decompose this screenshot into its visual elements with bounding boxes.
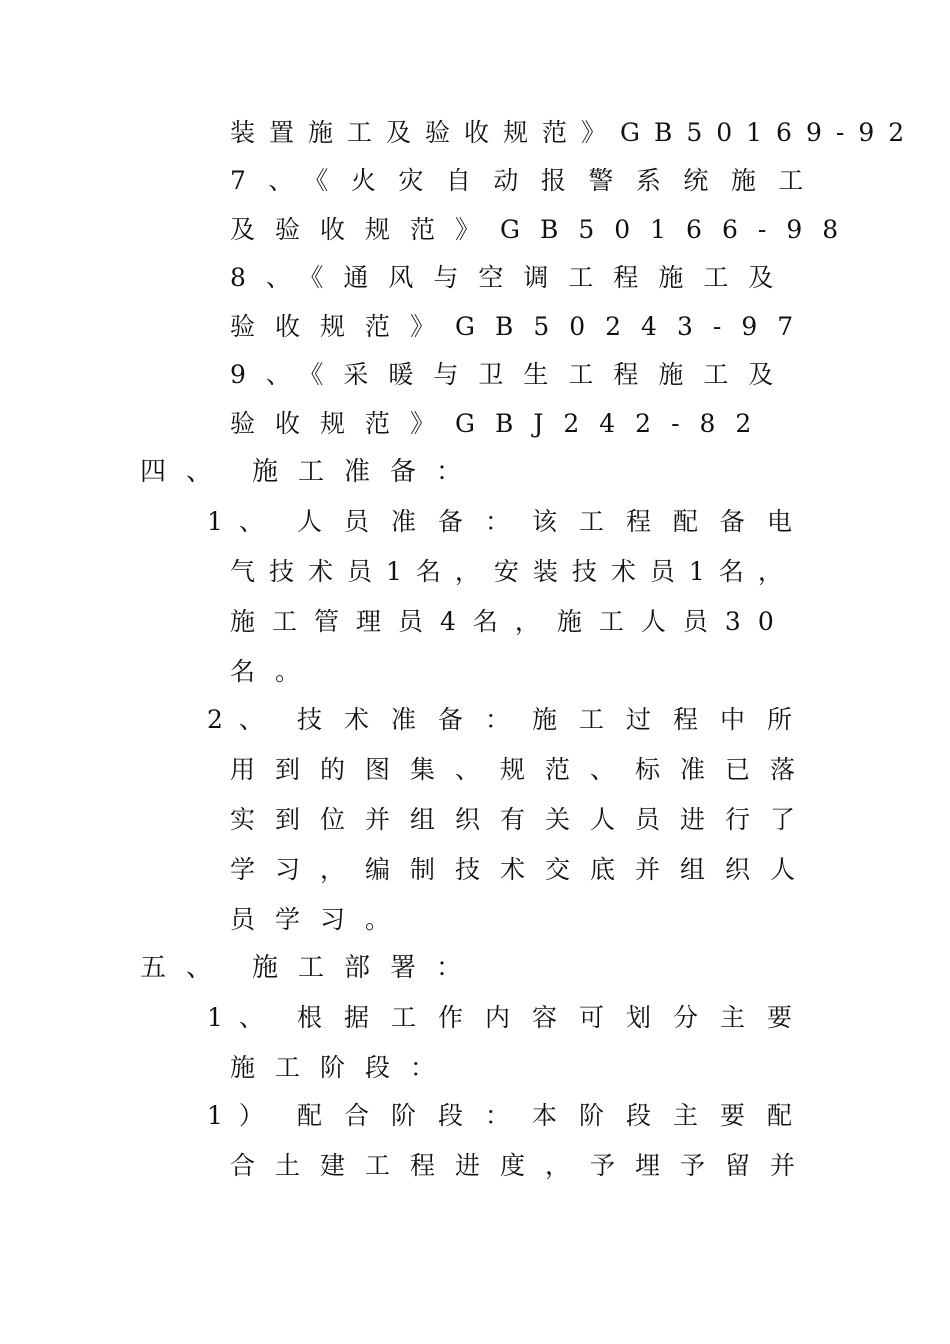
list-item: 7、《火灾自动报警系统施工 — [230, 166, 826, 195]
text-line: 学习，编制技术交底并组织人 — [230, 855, 816, 884]
text-line: 根据工作内容可划分主要 — [297, 1003, 815, 1032]
section-heading: 施工准备： — [252, 457, 483, 487]
list-item: 8、《通风与空调工程施工及 — [230, 263, 794, 292]
text-line: 施工管理员4名，施工人员30 — [230, 607, 791, 636]
text-line: 验收规范》GB50243-97 — [230, 312, 814, 341]
text-line: 配合阶段：本阶段主要配 — [297, 1101, 815, 1130]
text-line: 人员准备：该工程配备电 — [297, 507, 815, 536]
text-line: 用到的图集、规范、标准已落 — [230, 755, 816, 784]
text-line: 员学习。 — [230, 905, 411, 934]
section-number: 五、 — [140, 953, 233, 983]
text-line: 合土建工程进度，予埋予留并 — [230, 1151, 816, 1180]
text-line: 施工阶段： — [230, 1053, 456, 1082]
section-heading: 施工部署： — [252, 953, 483, 983]
text-line: 技术准备：施工过程中所 — [297, 705, 815, 734]
item-number: 1、 — [207, 507, 280, 536]
list-item: 9、《采暖与卫生工程施工及 — [230, 360, 794, 389]
section-number: 四、 — [140, 457, 233, 487]
item-number: 1） — [207, 1101, 280, 1130]
text-line: 气技术员1名，安装技术员1名， — [230, 557, 797, 586]
text-line: 名。 — [230, 657, 321, 686]
text-line: 装置施工及验收规范》GB50169-92 — [230, 118, 919, 147]
item-number: 1、 — [207, 1003, 280, 1032]
text-line: 验收规范》GBJ242-82 — [230, 409, 772, 438]
text-line: 及验收规范》GB50166-98 — [230, 215, 859, 244]
item-number: 2、 — [207, 705, 280, 734]
text-line: 实到位并组织有关人员进行了 — [230, 805, 816, 834]
